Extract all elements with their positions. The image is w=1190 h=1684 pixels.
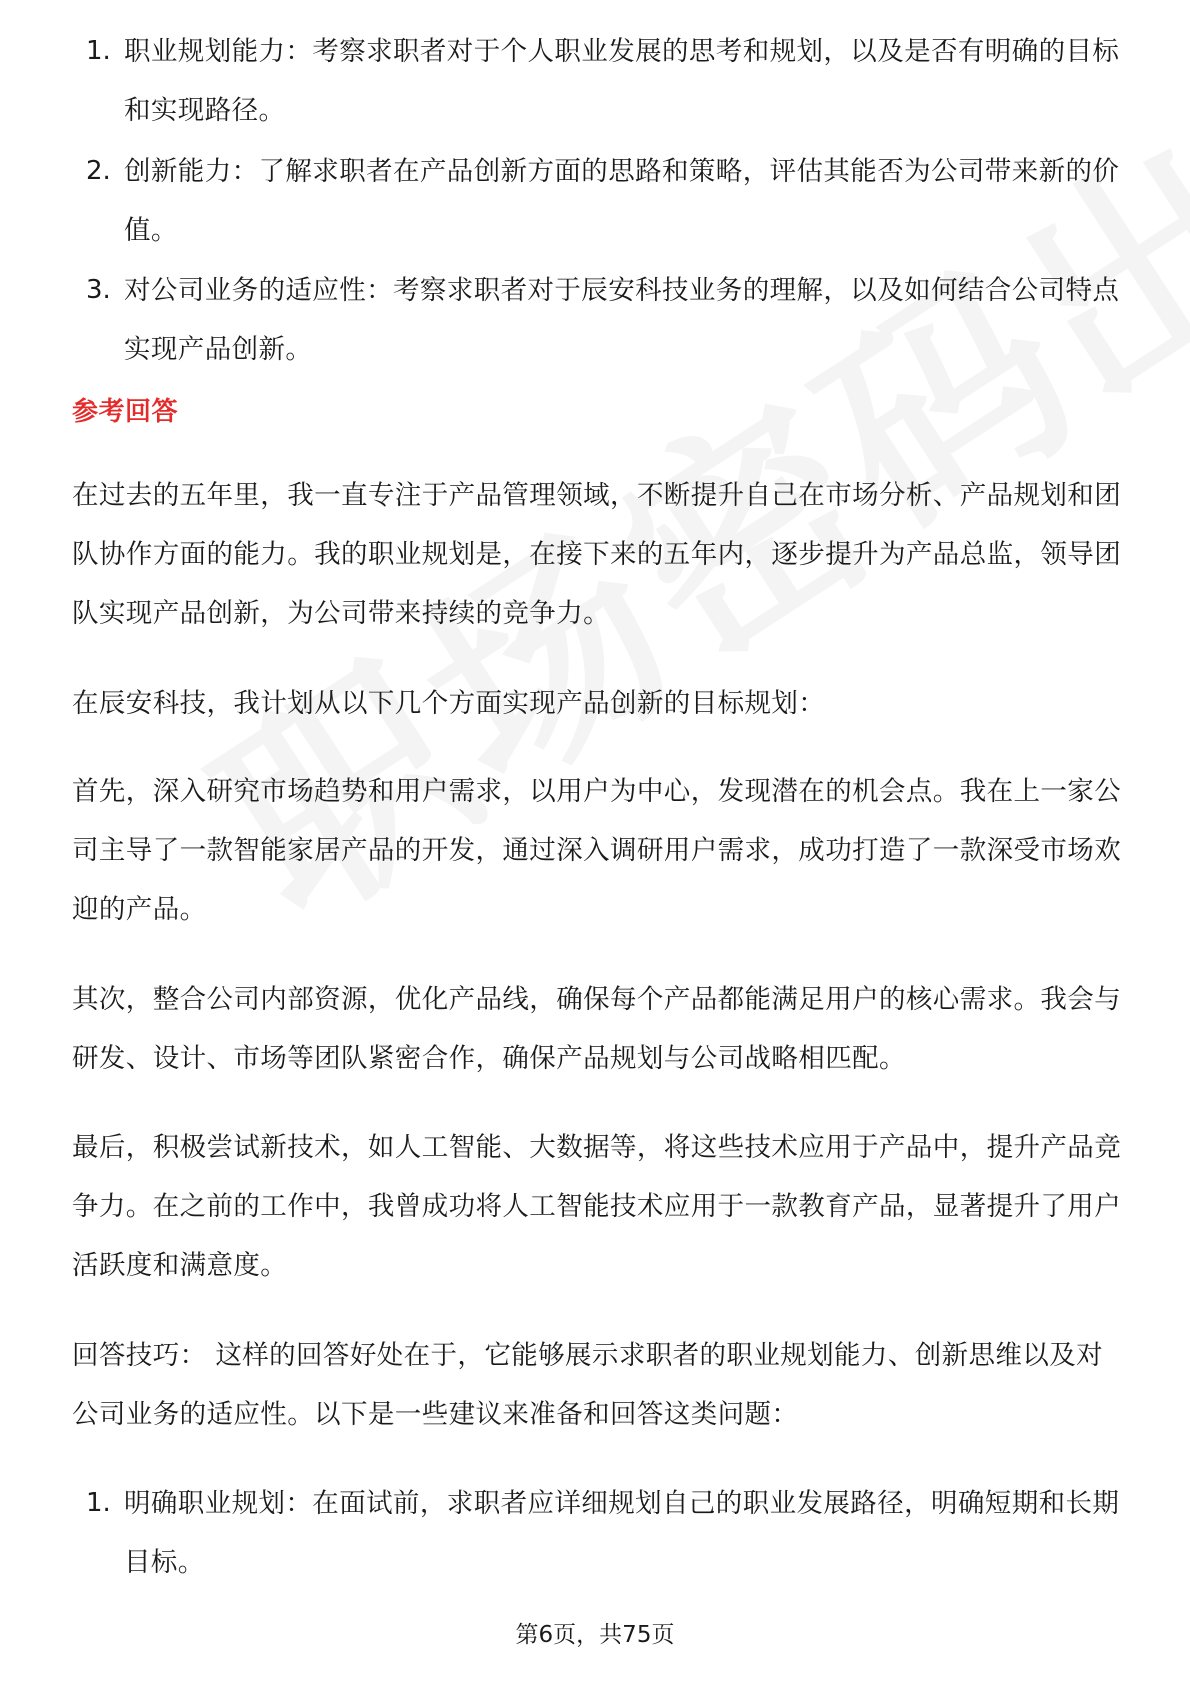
list-item-text: 创新能力：了解求职者在产品创新方面的思路和策略，评估其能否为公司带来新的价值。 [124,156,1120,246]
section-heading: 参考回答 [72,397,179,427]
list-item-number: 1. [86,36,111,66]
list-item-number: 3. [86,275,111,305]
paragraph: 首先，深入研究市场趋势和用户需求，以用户为中心，发现潜在的机会点。我在上一家公司主导了一款智能家居产品的开发，通过深入调研用户需求，成功打造了一款深受市场欢迎的产品。 [72,776,1122,925]
paragraph: 最后，积极尝试新技术，如人工智能、大数据等，将这些技术应用于产品中，提升产品竞争力。在之前的工作中，我曾成功将人工智能技术应用于一款教育产品，显著提升了用户活跃度和满意度。 [72,1132,1122,1281]
paragraph: 回答技巧： 这样的回答好处在于，它能够展示求职者的职业规划能力、创新思维以及对公司业务的适应性。以下是一些建议来准备和回答这类问题： [72,1340,1104,1430]
paragraph: 在辰安科技，我计划从以下几个方面实现产品创新的目标规划： [72,688,826,719]
list-item-number: 1. [86,1488,111,1518]
paragraph: 其次，整合公司内部资源，优化产品线，确保每个产品都能满足用户的核心需求。我会与研发、设计、市场等团队紧密合作，确保产品规划与公司战略相匹配。 [72,984,1122,1074]
list-item-text: 明确职业规划：在面试前，求职者应详细规划自己的职业发展路径，明确短期和长期目标。 [124,1488,1120,1578]
list-item-text: 职业规划能力：考察求职者对于个人职业发展的思考和规划，以及是否有明确的目标和实现路径。 [124,36,1120,126]
list-item-text: 对公司业务的适应性：考察求职者对于辰安科技业务的理解，以及如何结合公司特点实现产品创新。 [124,275,1120,365]
page-number: 第6页，共75页 [515,1622,675,1648]
list-item-number: 2. [86,156,111,186]
paragraph: 在过去的五年里，我一直专注于产品管理领域，不断提升自己在市场分析、产品规划和团队协作方面的能力。我的职业规划是，在接下来的五年内，逐步提升为产品总监，领导团队实现产品创新，为公司带来持续的竞争力。 [72,480,1122,629]
